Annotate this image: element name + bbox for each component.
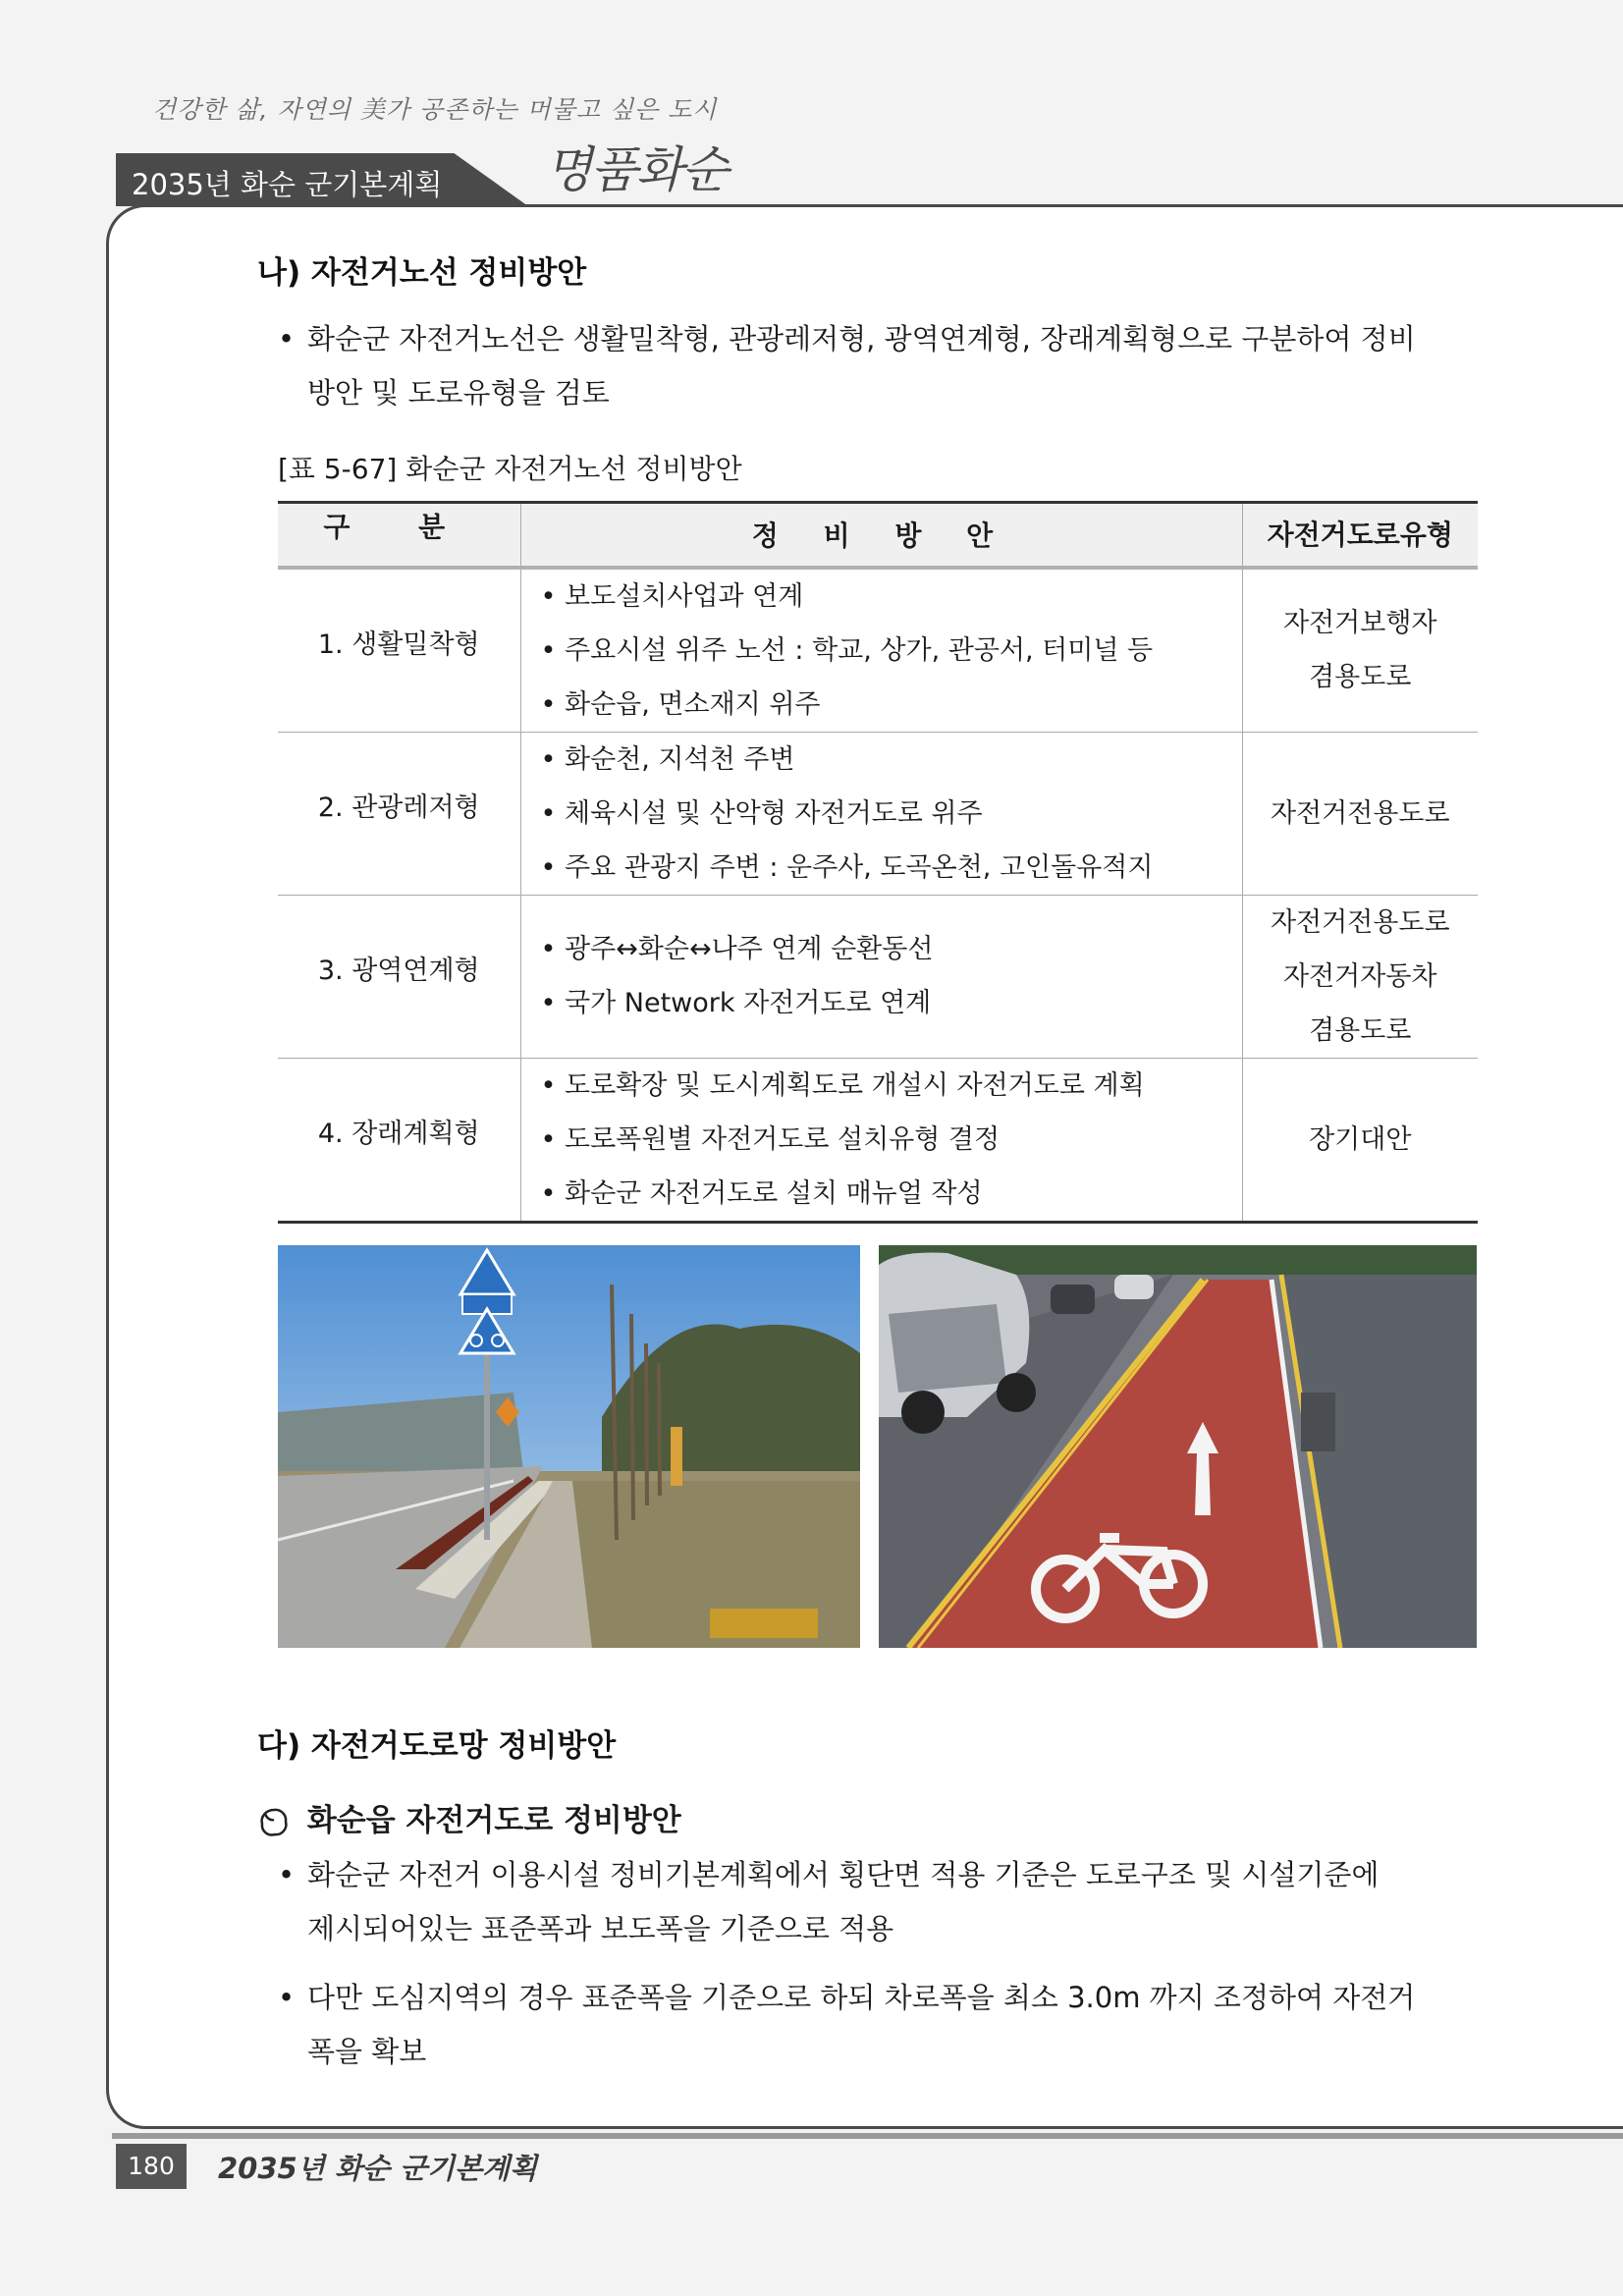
bullet-dot-icon: •: [278, 1981, 296, 2014]
row-plans: [520, 732, 1242, 895]
row-plans: [520, 895, 1242, 1058]
red-bike-lane-photo: [879, 1245, 1477, 1648]
row-category: 1. 생활밀착형: [278, 568, 520, 733]
row-type-line: 자전거전용도로: [1270, 906, 1450, 938]
row-type: [1242, 895, 1478, 1058]
plan-item-text: 화순천, 지석천 주변: [565, 743, 795, 775]
plan-item: • 국가 Network 자전거도로 연계: [540, 988, 932, 1018]
section-da-heading: 다) 자전거도로망 정비방안: [257, 1728, 617, 1764]
plan-item: • 체육시설 및 산악형 자전거도로 위주: [540, 797, 983, 829]
plan-item: • 보도설치사업과 연계: [540, 580, 804, 612]
plan-item-text: 보도설치사업과 연계: [565, 580, 804, 612]
section-da-bullet-2: [278, 1971, 1456, 2079]
plan-item: • 주요 관광지 주변 : 운주사, 도곡온천, 고인돌유적지: [540, 851, 1154, 883]
table-header-type: 자전거도로유형: [1242, 503, 1478, 568]
bullet-dot-icon: •: [278, 1858, 296, 1891]
header-tab-title: 2035년 화순 군기본계획: [132, 168, 443, 201]
plan-item: • 도로폭원별 자전거도로 설치유형 결정: [540, 1123, 1001, 1155]
header-tab: [116, 153, 528, 206]
plan-item-text: 화순군 자전거도로 설치 매뉴얼 작성: [565, 1177, 983, 1209]
plan-item-text: 광주↔화순↔나주 연계 순환동선: [565, 934, 934, 964]
plan-item: • 화순읍, 면소재지 위주: [540, 688, 821, 720]
plan-item-text: 국가 Network 자전거도로 연계: [565, 988, 932, 1018]
table-row: [278, 1058, 1478, 1222]
table-header-row: [278, 503, 1478, 568]
section-da-bullet-1-line1: 화순군 자전거 이용시설 정비기본계획에서 횡단면 적용 기준은 도로구조 및 시설기준에: [307, 1858, 1380, 1891]
section-na-bullet-line1: 화순군 자전거노선은 생활밀착형, 관광레저형, 광역연계형, 장래계획형으로 구분하여 정비: [307, 322, 1416, 355]
row-type-line: 자전거전용도로: [1270, 797, 1450, 829]
row-type-line: 장기대안: [1309, 1123, 1412, 1155]
brand-logo: 명품화순: [545, 141, 728, 198]
section-da-bullet-2-line1: 다만 도심지역의 경우 표준폭을 기준으로 하되 차로폭을 최소 3.0m 까지 조정하여 자전거: [307, 1981, 1416, 2014]
section-da-bullet-1-line2: 제시되어있는 표준폭과 보도폭을 기준으로 적용: [307, 1912, 894, 1945]
row-plans: [520, 1058, 1242, 1222]
plan-item-text: 도로확장 및 도시계획도로 개설시 자전거도로 계획: [565, 1069, 1145, 1101]
table-caption: [표 5-67] 화순군 자전거노선 정비방안: [278, 453, 742, 485]
plan-item-text: 주요시설 위주 노선 : 학교, 상가, 관공서, 터미널 등: [565, 634, 1154, 666]
row-category: 3. 광역연계형: [278, 895, 520, 1058]
plan-item: • 도로확장 및 도시계획도로 개설시 자전거도로 계획: [540, 1069, 1145, 1101]
flower-icon: [257, 1806, 291, 1839]
row-type-line: 겸용도로: [1309, 662, 1412, 692]
row-type-line: 겸용도로: [1309, 1014, 1412, 1046]
section-da-subheading-text: 화순읍 자전거도로 정비방안: [306, 1803, 681, 1838]
row-type-line: 자전거자동차: [1283, 960, 1437, 992]
plan-item-text: 화순읍, 면소재지 위주: [565, 688, 821, 720]
row-plans: [520, 568, 1242, 733]
section-na-bullet-line2: 방안 및 도로유형을 검토: [307, 376, 610, 410]
table-header-category: [278, 503, 520, 568]
row-category: 2. 관광레저형: [278, 732, 520, 895]
section-da-subheading: [257, 1795, 681, 1839]
section-na-bullet: [278, 312, 1456, 420]
section-da-bullet-1: [278, 1848, 1456, 1956]
row-category: 4. 장래계획형: [278, 1058, 520, 1222]
page-number: 180: [116, 2144, 187, 2189]
table-header-plan: [520, 503, 1242, 568]
row-type: [1242, 568, 1478, 733]
header-slogan: 건강한 삶, 자연의 美가 공존하는 머물고 싶은 도시: [152, 95, 718, 124]
section-na-heading: 나) 자전거노선 정비방안: [257, 255, 587, 291]
plan-item: • 화순군 자전거도로 설치 매뉴얼 작성: [540, 1177, 983, 1209]
table-row: [278, 568, 1478, 733]
table-header-category-label: 구 분: [323, 511, 475, 544]
table-row: [278, 732, 1478, 895]
row-type-line: 자전거보행자: [1283, 608, 1437, 638]
row-type: [1242, 1058, 1478, 1222]
section-da-bullet-2-line2: 폭을 확보: [307, 2035, 427, 2068]
plan-item: • 광주↔화순↔나주 연계 순환동선: [540, 934, 934, 964]
plan-item-text: 체육시설 및 산악형 자전거도로 위주: [565, 797, 983, 829]
table-header-plan-label: 정 비 방 안: [751, 519, 1011, 553]
row-type: [1242, 732, 1478, 895]
footer-title: 2035년 화순 군기본계획: [218, 2152, 538, 2185]
plan-item-text: 도로폭원별 자전거도로 설치유형 결정: [565, 1123, 1001, 1155]
plan-item: • 주요시설 위주 노선 : 학교, 상가, 관공서, 터미널 등: [540, 634, 1154, 666]
bike-path-roadside-photo: [278, 1245, 860, 1648]
plan-table: [278, 501, 1478, 1224]
panel-shadow: [112, 2133, 1623, 2139]
bullet-dot-icon: •: [278, 322, 296, 355]
table-row: [278, 895, 1478, 1058]
plan-item-text: 주요 관광지 주변 : 운주사, 도곡온천, 고인돌유적지: [565, 851, 1154, 883]
plan-item: • 화순천, 지석천 주변: [540, 743, 795, 775]
